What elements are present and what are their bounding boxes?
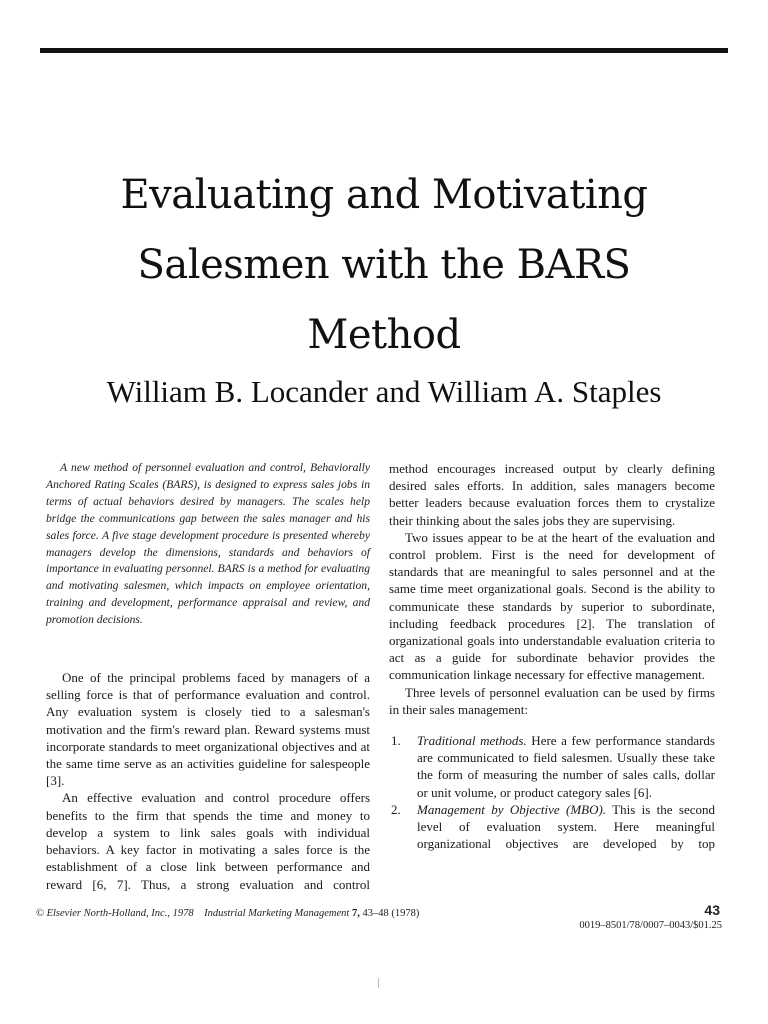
scan-mark <box>378 978 379 988</box>
authors: William B. Locander and William A. Staples <box>106 374 662 409</box>
title-line: Evaluating and Motivating <box>120 172 648 218</box>
body-paragraph: Two issues appear to be at the heart of the evaluation and control problem. First is the need for development of standards that are meaningful to sales personnel and at the same time meet organizational goals. Second is the ability to communicate these standards by superior to subordinate, including feedback procedures [2]. The translation of organizational goals into understandable evaluation criteria to act as a guide for subordinate behavior provides the communication linkage necessary for effective management. <box>389 529 715 683</box>
list-item-lead: Traditional methods. <box>417 733 527 749</box>
article-code: 0019–8501/78/0007–0043/$01.25 <box>579 920 722 931</box>
volume: 7, <box>351 908 360 919</box>
list-item-number: 1. <box>391 733 401 749</box>
evaluation-levels-list <box>389 732 715 852</box>
list-item-text <box>417 801 715 853</box>
citation-line <box>36 908 419 919</box>
body-paragraph: An effective evaluation and control procedure offers benefits to the firm that spends the time and money to develop a system to link sales goals with individual behaviors. A key factor in motivating a sales force is the establishment of a close link between performance and reward [6, 7]. Thus, a strong evaluation and control <box>46 790 370 892</box>
page-range: 43–48 (1978) <box>362 908 420 919</box>
body-paragraph: Three levels of personnel evaluation can be used by firms in their sales management: <box>389 684 715 717</box>
list-item-body: Here a few performance standards are communicated to field salesmen. Usually these take the form of measuring the number of sales calls, dollar or unit volume, or product category sales [6]. <box>417 733 715 800</box>
list-item-lead: Management by Objective (MBO). <box>417 801 607 817</box>
publisher: © Elsevier North-Holland, Inc., 1978 <box>36 908 194 919</box>
list-item-text <box>417 732 715 801</box>
abstract: A new method of personnel evaluation and control, Behaviorally Anchored Rating Scales (BARS), is designed to express sales jobs in terms of actual behaviors desired by managers. The scales help bridge the communications gap between the sales manager and his sales force. A five stage development procedure is presented whereby managers develop the dimensions, standards and behaviors of importance in evaluating personnel. BARS is a method for evaluating and motivating salesmen, which impacts on employee orientation, training and development, performance appraisal and review, and promotion decisions. <box>46 461 370 627</box>
title-line: Salesmen with the BARS <box>137 242 631 288</box>
title-line: Method <box>307 312 461 358</box>
page-number: 43 <box>704 902 720 918</box>
article-title <box>40 160 728 370</box>
list-item-number: 2. <box>391 801 401 817</box>
list-item-body: This is the second level of evaluation system. Here meaningful organizational objectives are developed by top <box>417 801 715 852</box>
list-item <box>389 732 715 801</box>
list-item <box>389 801 715 853</box>
left-column <box>46 460 370 893</box>
top-rule <box>40 48 728 53</box>
body-paragraph: method encourages increased output by clearly defining desired sales efforts. In addition, sales managers become better leaders because evaluation forces them to crystalize their thinking about the sales jobs they are supervising. <box>389 461 715 528</box>
right-column <box>389 460 715 852</box>
journal-name: Industrial Marketing Management <box>204 908 350 919</box>
body-paragraph: One of the principal problems faced by managers of a selling force is that of performance evaluation and control. Any evaluation system is closely tied to a salesman's motivation and the firm's reward plan. Reward systems must incorporate standards to meet organizational objectives and at the same time serve as an activities guideline for salespeople [3]. <box>46 670 370 789</box>
